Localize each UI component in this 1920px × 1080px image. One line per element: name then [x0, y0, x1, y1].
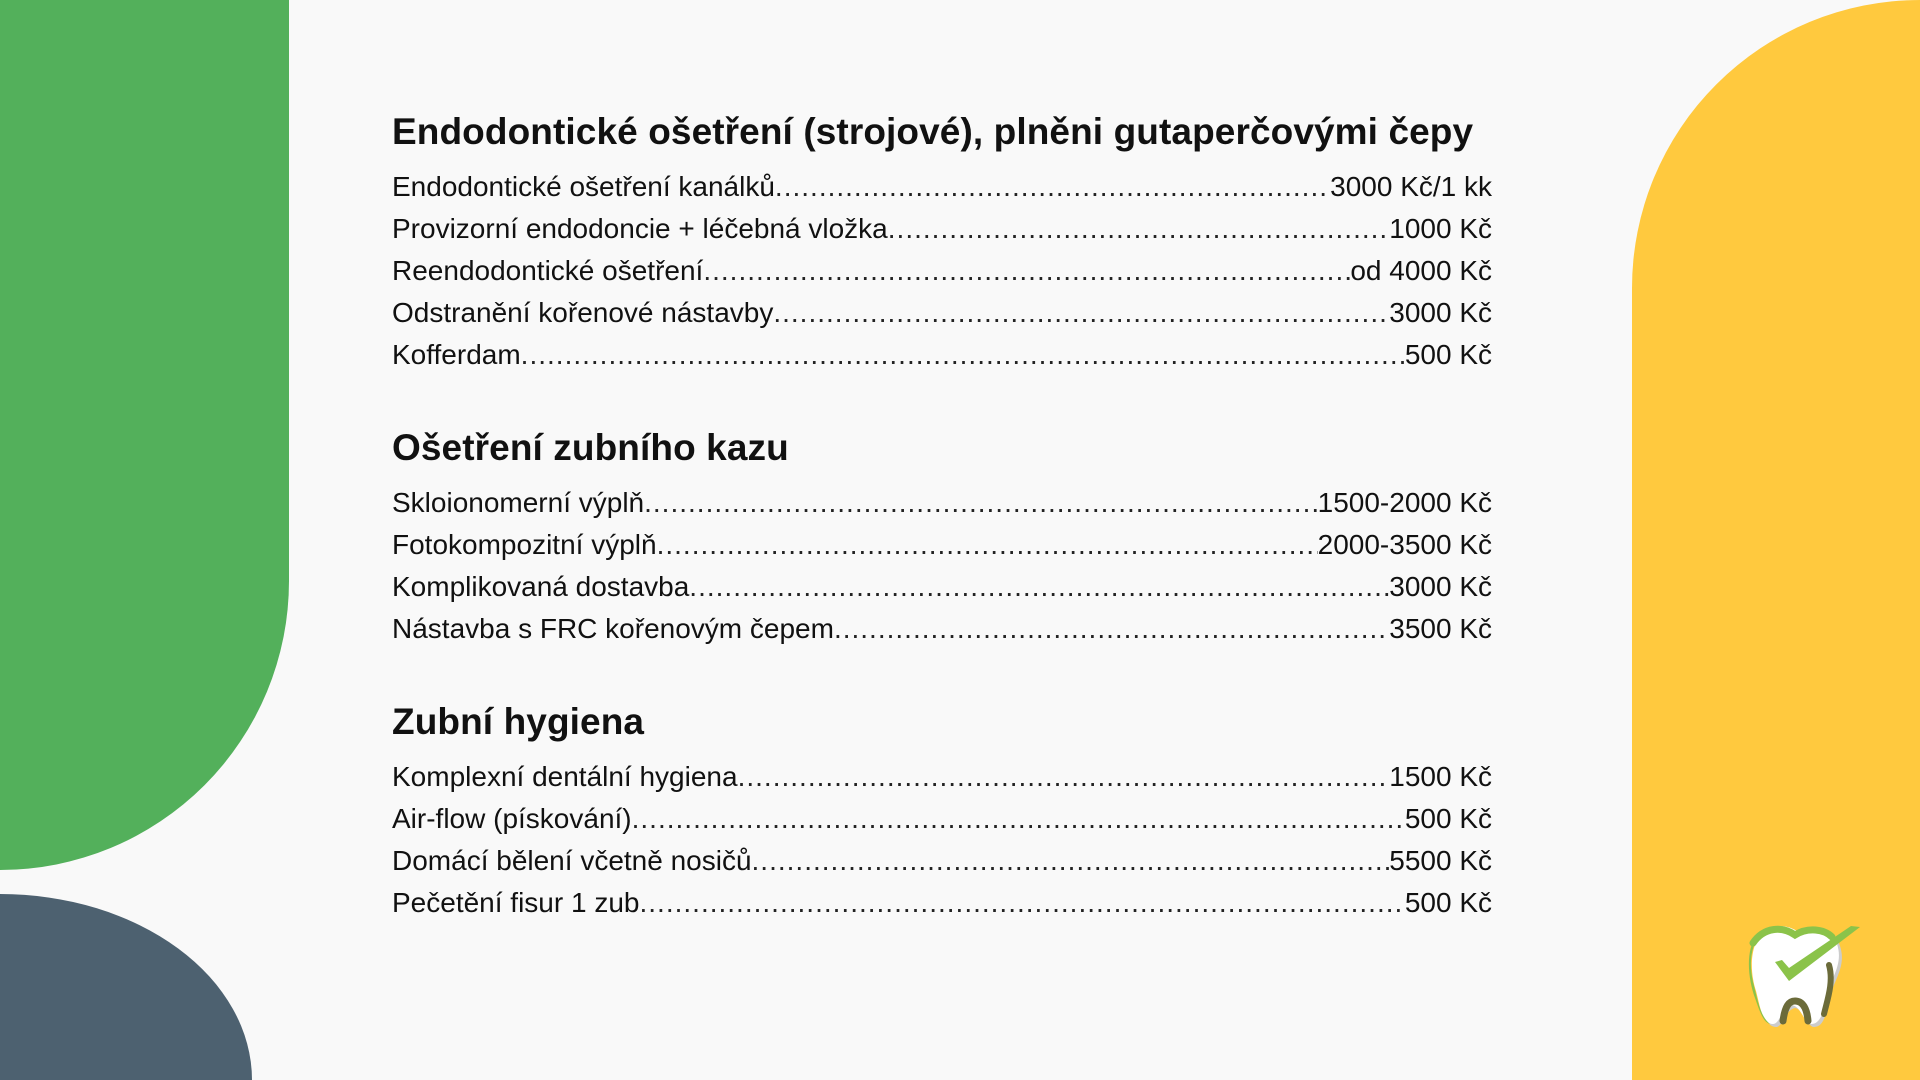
service-name: Reendodontické ošetření: [392, 255, 704, 286]
service-price: 3000 Kč/1 kk: [1330, 171, 1492, 202]
price-row: [392, 334, 1492, 376]
service-price: od 4000 Kč: [1350, 255, 1492, 286]
service-price: 500 Kč: [1404, 339, 1492, 370]
price-section-endodontics: [392, 107, 1492, 376]
tooth-checkmark-icon: [1728, 918, 1863, 1030]
dotted-leader: [773, 292, 1389, 334]
section-title: Ošetření zubního kazu: [392, 427, 789, 468]
price-row: [392, 482, 1492, 524]
price-row: [392, 608, 1492, 650]
service-price: 3500 Kč: [1389, 613, 1492, 644]
price-row: [392, 208, 1492, 250]
price-row: [392, 524, 1492, 566]
price-row: [392, 166, 1492, 208]
dotted-leader: [632, 798, 1405, 840]
price-section-dental-hygiene: [392, 697, 1492, 924]
section-title: Zubní hygiena: [392, 701, 645, 742]
service-price: 2000-3500 Kč: [1317, 529, 1492, 560]
service-name: Komplexní dentální hygiena: [392, 761, 738, 792]
dotted-leader: [738, 756, 1390, 798]
service-name: Air-flow (pískování): [392, 803, 632, 834]
price-section-caries-treatment: [392, 423, 1492, 650]
service-name: Nástavba s FRC kořenovým čepem: [392, 613, 834, 644]
price-row: [392, 882, 1492, 924]
service-price: 1500 Kč: [1389, 761, 1492, 792]
dotted-leader: [703, 250, 1350, 292]
service-price: 500 Kč: [1404, 803, 1492, 834]
section-title: Endodontické ošetření (strojové), plněni gutaperčovými čepy: [392, 111, 1474, 152]
green-corner-shape: [0, 0, 289, 870]
service-price: 5500 Kč: [1389, 845, 1492, 876]
service-name: Fotokompozitní výplň: [392, 529, 657, 560]
service-name: Domácí bělení včetně nosičů: [392, 845, 752, 876]
service-price: 500 Kč: [1404, 887, 1492, 918]
dotted-leader: [521, 334, 1405, 376]
dotted-leader: [888, 208, 1389, 250]
service-price: 1000 Kč: [1389, 213, 1492, 244]
price-list: [392, 107, 1492, 971]
dotted-leader: [657, 524, 1318, 566]
service-price: 3000 Kč: [1389, 297, 1492, 328]
service-price: 1500-2000 Kč: [1317, 487, 1492, 518]
price-row: [392, 756, 1492, 798]
dotted-leader: [639, 882, 1404, 924]
service-name: Kofferdam: [392, 339, 521, 370]
tooth-inner-outline: [1783, 1001, 1808, 1021]
dotted-leader: [775, 166, 1330, 208]
dotted-leader: [834, 608, 1389, 650]
service-name: Komplikovaná dostavba: [392, 571, 690, 602]
dotted-leader: [644, 482, 1318, 524]
price-row: [392, 566, 1492, 608]
price-row: [392, 250, 1492, 292]
slate-corner-shape: [0, 894, 252, 1080]
dotted-leader: [689, 566, 1389, 608]
service-name: Odstranění kořenové nástavby: [392, 297, 774, 328]
price-row: [392, 292, 1492, 334]
price-row: [392, 798, 1492, 840]
price-row: [392, 840, 1492, 882]
service-price: 3000 Kč: [1389, 571, 1492, 602]
service-name: Endodontické ošetření kanálků: [392, 171, 775, 202]
service-name: Skloionomerní výplň: [392, 487, 645, 518]
service-name: Pečetění fisur 1 zub: [392, 887, 640, 918]
service-name: Provizorní endodoncie + léčebná vložka: [392, 213, 888, 244]
dotted-leader: [752, 840, 1390, 882]
